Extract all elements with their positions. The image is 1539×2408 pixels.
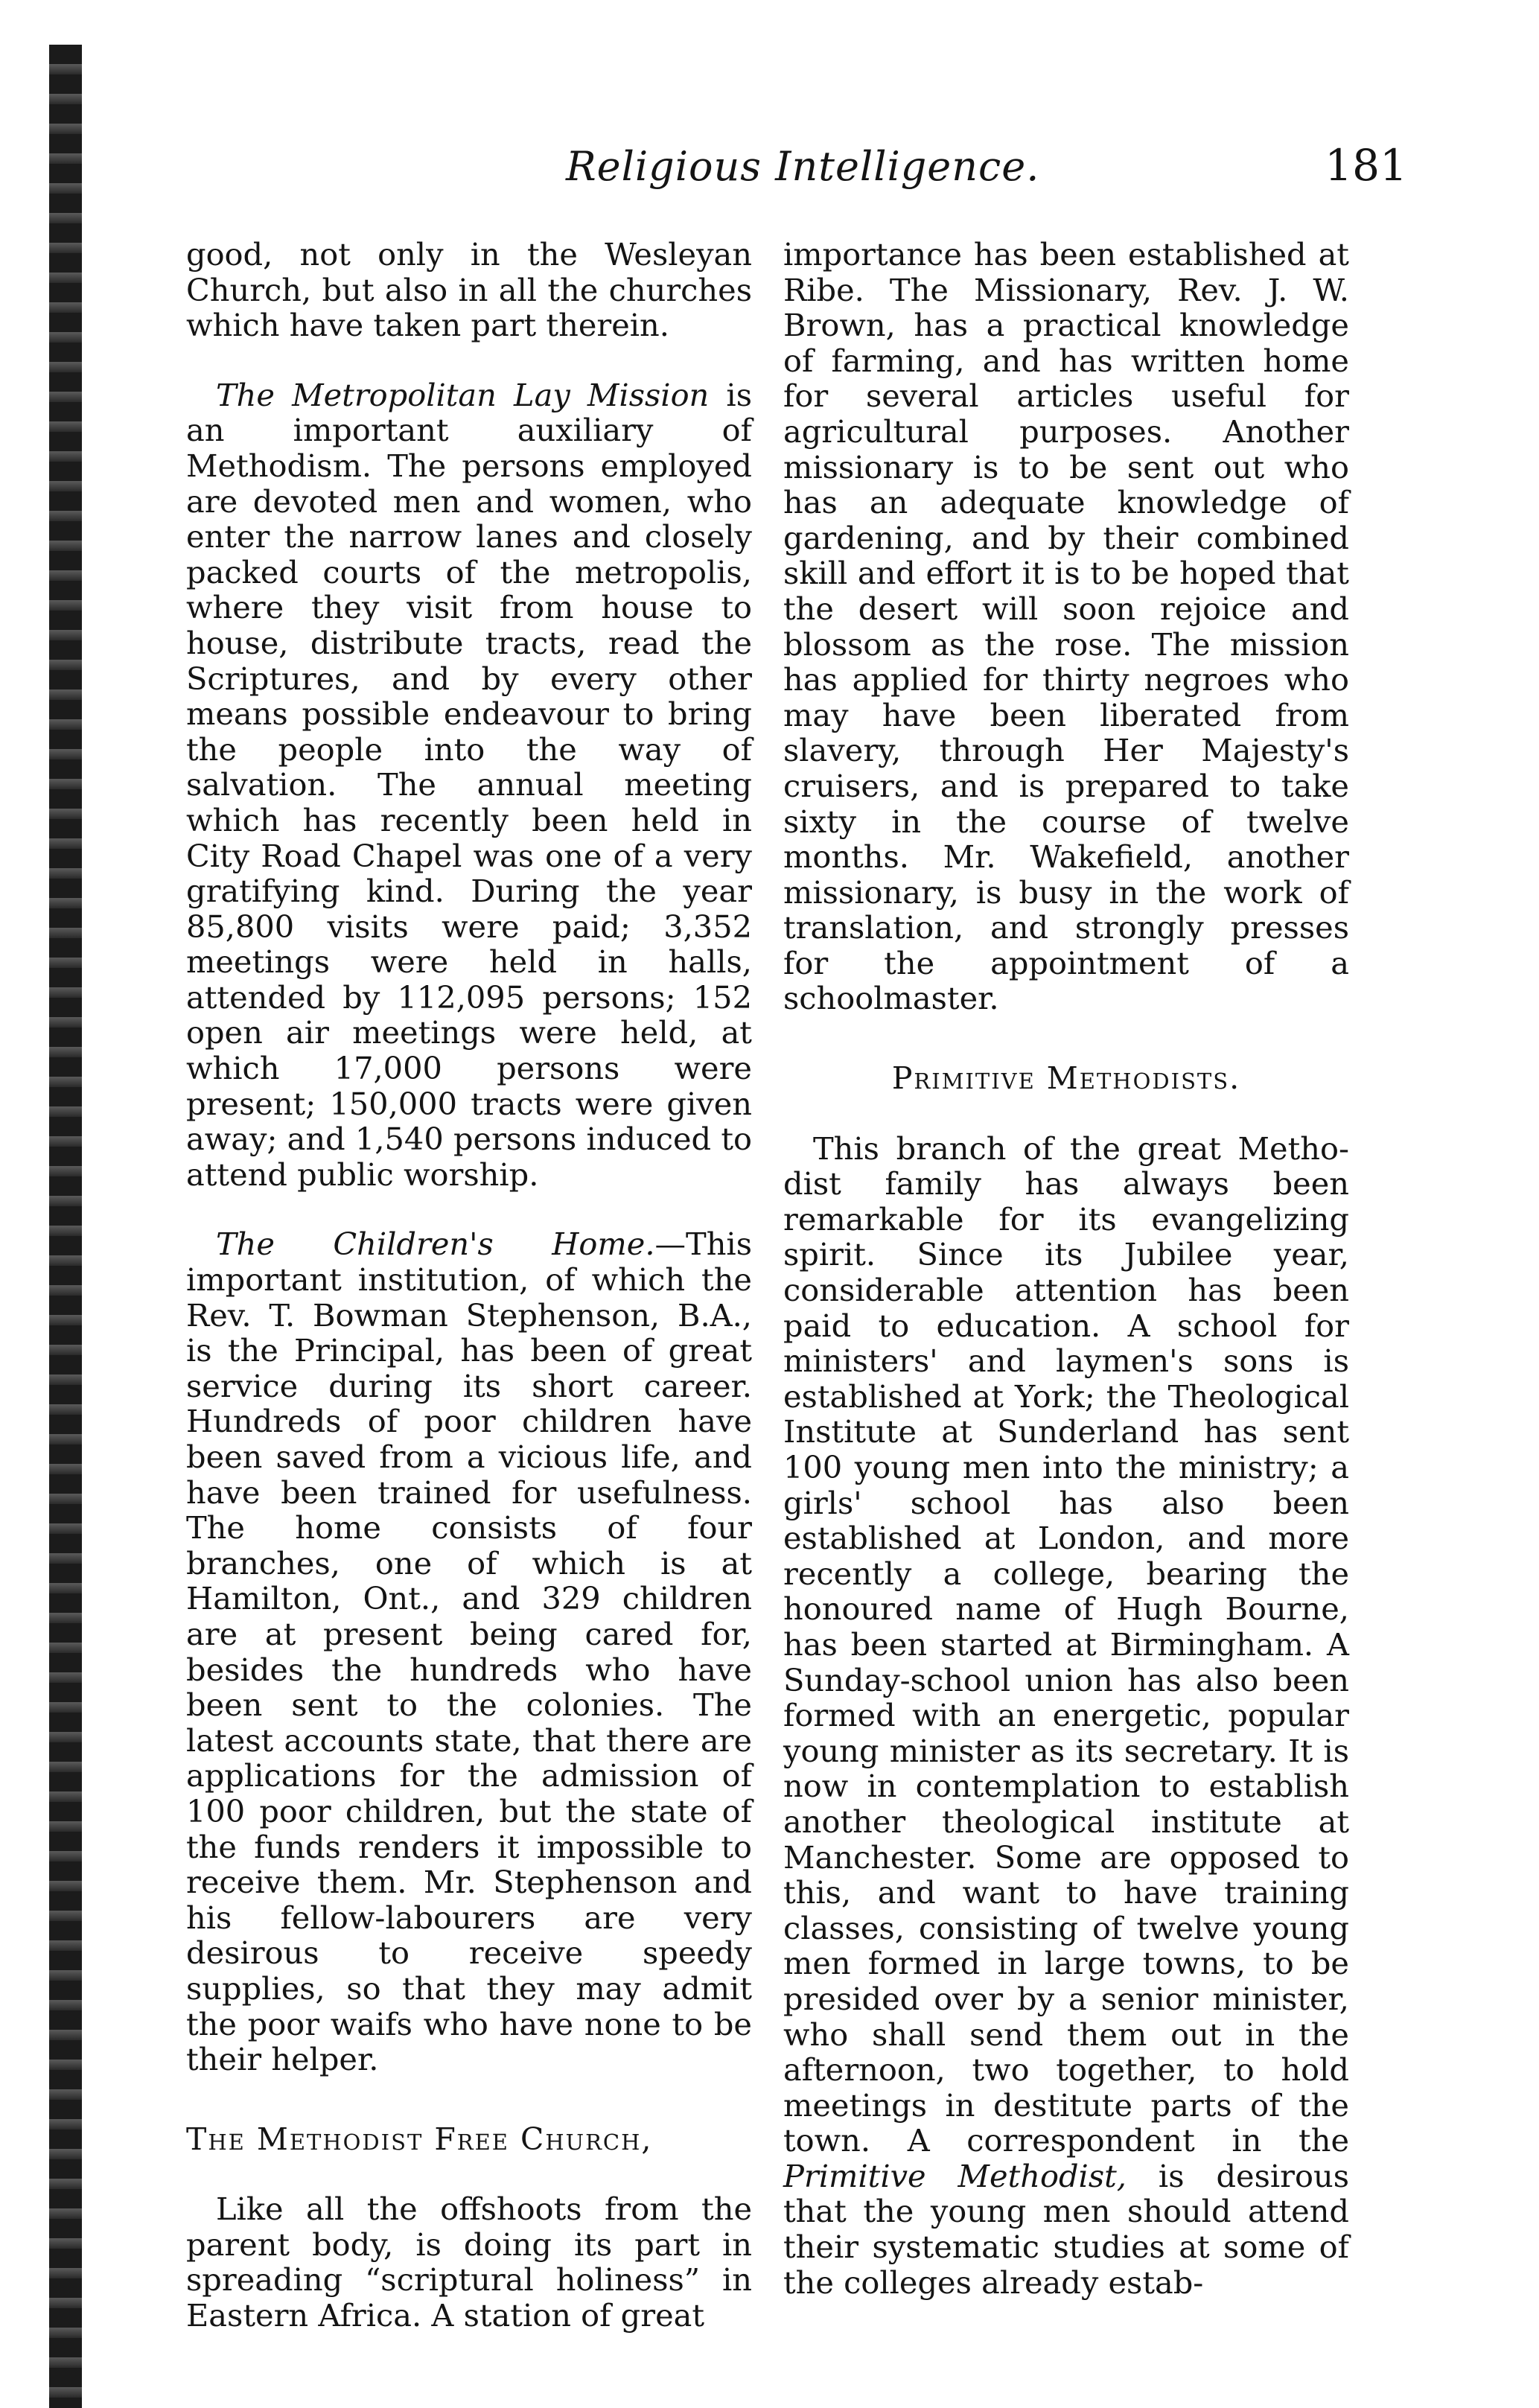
childrens-home-paragraph [186,1226,752,2077]
childrens-home-text: —This important institution, of which the Rev. T. Bowman Stephenson, B.A., is the Principal, has been of great service during its short career. Hundreds of poor children have been saved from a vicious life, and have been trained for usefulness. The home consists of four branches, one of which is at Hamilton, Ont., and 329 children are at present being cared for, besides the hundreds who have been sent to the colonies. The latest accounts state, that there are applications for the admission of 100 poor children, but the state of the funds renders it impossible to receive them. Mr. Stephenson and his fellow-labourers are very desirous to receive speedy supplies, so that they may admit the poor waifs who have none to be their helper. [186,1226,752,2078]
primitive-methodist-periodical: Primitive Methodist, [783,2157,1127,2194]
primitive-text-part-2: is desirous that the young men should attend their systematic studies at some of the colleges already estab- [783,2157,1349,2301]
continuation-paragraph: good, not only in the Wesleyan Church, but also in all the churches which have taken part therein. [186,236,752,344]
left-column [186,237,752,2334]
page-number: 181 [1325,140,1407,191]
page-header [186,140,1407,207]
running-head: Religious Intelligence. [566,143,1040,190]
lay-mission-title: The Metropolitan Lay Mission [216,376,710,413]
lay-mission-text: is an important auxiliary of Methodism. The persons employed are devoted men and women, who enter the narrow lanes and closely packed courts of the metropolis, where they visit from house to house, distribute tracts, read the Scriptures, and by every other means possible endeavour to bring the people into the way of salvation. The annual meeting which has recently been held in City Road Chapel was one of a very gratifying kind. During the year 85,800 visits were paid; 3,352 meetings were held in halls, attended by 112,095 persons; 152 open air meetings were held, at which 17,000 persons were present; 150,000 tracts were given away; and 1,540 persons induced to attend public worship. [186,376,752,1193]
free-church-paragraph: Like all the offshoots from the parent body, is doing its part in spreading “scriptural holiness” in Eastern Africa. A station of great [186,2191,752,2334]
primitive-text-part-1: This branch of the great Metho-dist family has always been remarkable for its evangelizing spirit. Since its Jubilee year, considerable attention has been paid to education. A school for ministers' and laymen's sons is established at York; the Theological Institute at Sunderland has sent 100 young men into the ministry; a girls' school has also been established at London, and more recently a college, bearing the honoured name of Hugh Bourne, has been started at Birmingham. A Sunday-school union has also been formed with an energetic, popular young minister as its secretary. It is now in contemplation to establish another theological institute at Manchester. Some are opposed to this, and want to have training classes, consisting of twelve young men formed in large towns, to be presided over by a senior minister, who shall send them out in the afternoon, two together, to hold meetings in destitute parts of the town. A correspondent in the [783,1130,1349,2159]
right-column [783,237,1349,2300]
childrens-home-title: The Children's Home. [216,1226,655,1263]
lay-mission-paragraph [186,378,752,1193]
free-church-heading: The Methodist Free Church, [186,2121,653,2157]
primitive-methodists-heading: Primitive Methodists. [891,1060,1241,1097]
primitive-methodists-paragraph [783,1131,1349,2301]
continuation-paragraph: importance has been established at Ribe. The Missionary, Rev. J. W. Brown, has a practical knowledge of farming, and has written home for several articles useful for agricultural purposes. Another missionary is to be sent out who has an adequate knowledge of gardening, and by their combined skill and effort it is to be hoped that the desert will soon rejoice and blossom as the rose. The mission has applied for thirty negroes who may have been liberated from slavery, through Her Majesty's cruisers, and is prepared to take sixty in the course of twelve months. Mr. Wakefield, another missionary, is busy in the work of translation, and strongly presses for the appointment of a schoolmaster. [783,236,1349,1017]
page-binding-edge [49,45,82,2408]
